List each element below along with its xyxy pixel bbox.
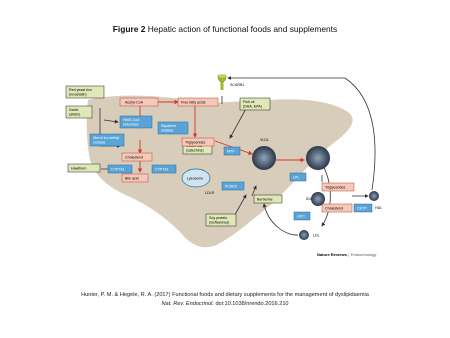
svg-text:Fish oil: Fish oil xyxy=(243,100,255,104)
cholesterol-blood-box xyxy=(322,204,352,212)
svg-text:Acetyl-CoA: Acetyl-CoA xyxy=(125,100,143,105)
svg-text:CYP7A1: CYP7A1 xyxy=(155,167,169,172)
svg-text:Triglycerides: Triglycerides xyxy=(325,185,346,190)
cyp7a1-box-a xyxy=(108,165,132,173)
figure-number: Figure 2 xyxy=(112,24,146,34)
svg-text:Sterol 4α-methyl: Sterol 4α-methyl xyxy=(93,136,120,140)
svg-text:(allicin): (allicin) xyxy=(69,112,81,117)
svg-text:Squalene: Squalene xyxy=(161,124,177,128)
triglycerides-liver-box xyxy=(182,138,214,146)
svg-text:Triglycerides: Triglycerides xyxy=(185,140,206,145)
vldl-particle-liver xyxy=(252,146,276,170)
free-fatty-acids-box xyxy=(178,98,218,106)
svg-text:(lovastatin): (lovastatin) xyxy=(69,92,87,97)
svg-text:oxidase: oxidase xyxy=(93,140,106,145)
svg-text:Cholesterol: Cholesterol xyxy=(325,206,344,211)
ldl-label: LDL xyxy=(313,233,320,238)
ldl-particle xyxy=(299,230,309,240)
garlic-box xyxy=(66,106,92,118)
svg-text:(DHA, EPA): (DHA, EPA) xyxy=(243,104,262,109)
scarb1-receptor xyxy=(217,74,227,90)
triglycerides-blood-box xyxy=(322,183,354,191)
sterol-oxidase-box xyxy=(90,134,124,146)
svg-text:HMG-CoA: HMG-CoA xyxy=(123,118,140,122)
ldlr-label: LDLR xyxy=(205,191,215,195)
red-yeast-rice-box xyxy=(66,86,104,98)
lpl-box xyxy=(290,173,306,181)
hdl-particle xyxy=(369,191,379,201)
svg-text:(isoflavones): (isoflavones) xyxy=(209,220,230,225)
caption-journal: Nat. Rev. Endocrinol. xyxy=(161,301,214,307)
svg-text:Lysosome: Lysosome xyxy=(187,176,204,181)
svg-text:Soy protein: Soy protein xyxy=(209,216,228,220)
caption-line-2 xyxy=(0,301,450,307)
svg-text:Hawthorn: Hawthorn xyxy=(71,166,87,171)
bile-acid-box xyxy=(122,174,148,182)
hawthorn-box xyxy=(68,164,100,172)
svg-text:CETP: CETP xyxy=(357,206,367,211)
scarb1-label: SCARB1 xyxy=(230,83,245,87)
svg-text:MTP: MTP xyxy=(227,149,235,154)
caption-doi: doi:10.1038/nrendo.2016.210 xyxy=(213,301,289,307)
figure-title-text: Hepatic action of functional foods and supplements xyxy=(145,24,338,34)
cetp-box xyxy=(354,204,372,212)
squalene-oxidase-box xyxy=(158,122,188,134)
soy-protein-box xyxy=(206,214,236,226)
idl-particle xyxy=(311,192,325,206)
fish-oil-box xyxy=(240,98,270,110)
hmg-coa-box xyxy=(120,116,152,128)
svg-text:Garlic: Garlic xyxy=(69,108,79,112)
publisher-name: Nature Reviews xyxy=(317,252,347,257)
berberine-box xyxy=(254,195,282,203)
svg-text:(catechins): (catechins) xyxy=(186,148,204,153)
cyp7a1-box-b xyxy=(152,165,176,173)
lysosome xyxy=(182,169,210,187)
svg-text:Berberine: Berberine xyxy=(257,197,273,202)
mtp-box xyxy=(224,147,240,155)
vldl-particle xyxy=(306,146,330,170)
svg-text:Free fatty acids: Free fatty acids xyxy=(181,100,206,105)
pcsk9-box xyxy=(222,182,244,190)
svg-text:CYP7A1: CYP7A1 xyxy=(111,167,125,172)
svg-text:Red yeast rice: Red yeast rice xyxy=(69,88,92,92)
svg-text:LPL: LPL xyxy=(293,175,300,180)
svg-text:PCSK9: PCSK9 xyxy=(225,184,237,189)
idl-label: IDL xyxy=(306,197,312,201)
vldl-label: VLDL xyxy=(260,138,269,142)
acetyl-coa-box xyxy=(120,98,158,106)
svg-text:reductase: reductase xyxy=(123,122,139,127)
svg-text:Bile acid: Bile acid xyxy=(125,176,139,181)
publisher-separator: | xyxy=(348,252,350,257)
hdl-label: HDL xyxy=(375,206,383,210)
svg-text:LIPC: LIPC xyxy=(297,214,305,219)
svg-text:oxidase: oxidase xyxy=(161,128,174,133)
lipc-box xyxy=(294,212,310,220)
cholesterol-liver-box xyxy=(122,153,152,161)
publisher-journal: Endocrinology xyxy=(351,252,377,257)
caption-line-1: Hunter, P. M. & Hegele, R. A. (2017) Functional foods and dietary supplements for the management of dyslipidaemia xyxy=(81,292,369,298)
svg-text:Cholesterol: Cholesterol xyxy=(125,155,144,160)
